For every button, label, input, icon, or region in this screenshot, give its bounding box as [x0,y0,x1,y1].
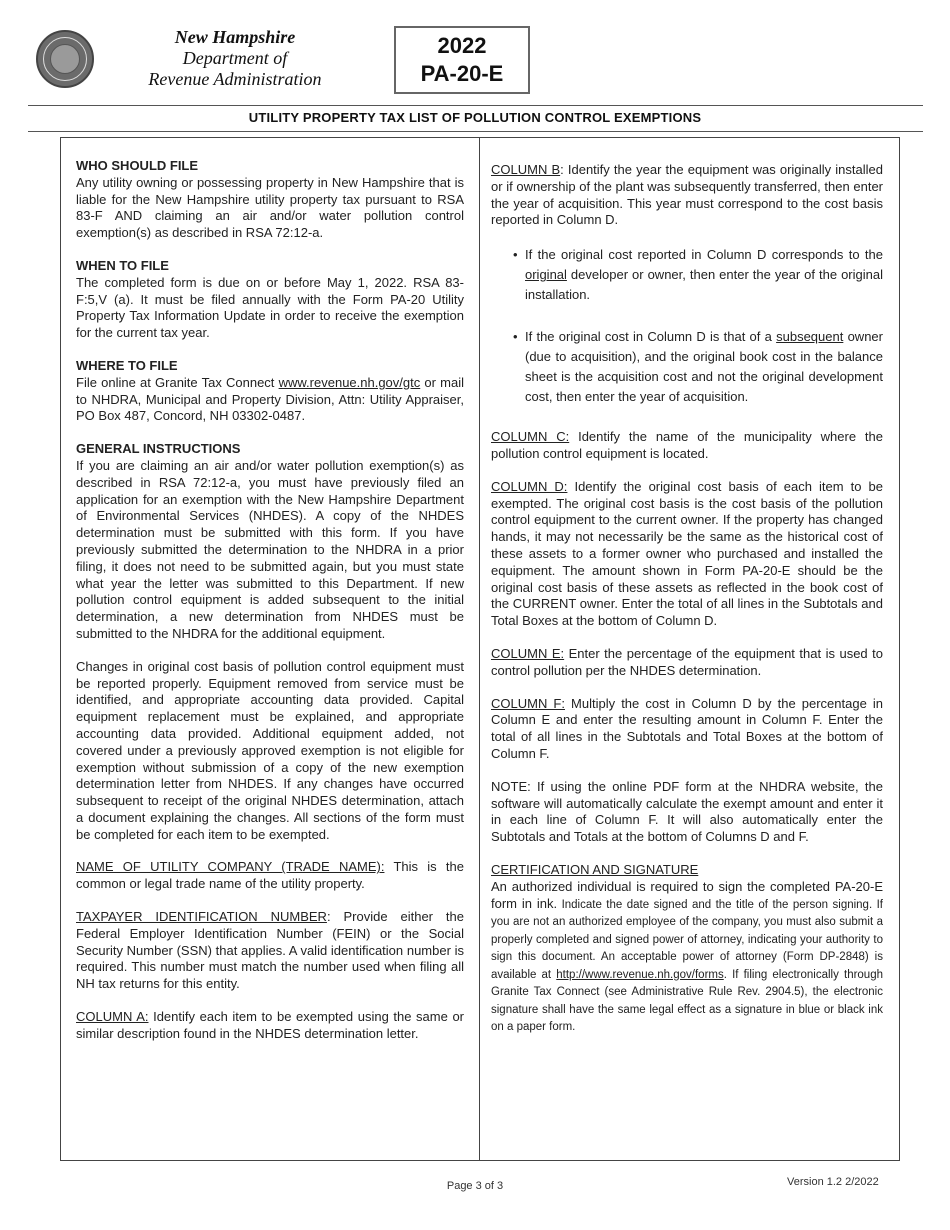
tin-label: TAXPAYER IDENTIFICATION NUMBER [76,909,327,925]
column-a-label: COLUMN A: [76,1009,149,1025]
state-name: New Hampshire [174,27,296,47]
where-text: File online at Granite Tax Connect www.revenue.nh.gov/gtc or mail to NHDRA, Municipal and Property Division, Attn: Utility Appraiser, PO Box 487, Concord, NH 03302-0487. [76,374,465,424]
utility-name-instructions: NAME OF UTILITY COMPANY (TRADE NAME): This is the common or legal trade name of the utility property. [76,859,464,892]
bullet-icon: • [513,247,518,263]
seal-center [50,44,80,74]
column-divider [479,137,480,1161]
left-column [76,158,464,1059]
page-title: UTILITY PROPERTY TAX LIST OF POLLUTION CONTROL EXEMPTIONS [248,110,702,125]
dept-line2: Revenue Administration [148,69,322,89]
note-text: NOTE: If using the online PDF form at the NHDRA website, the software will automatically calculate the exempt amount and enter it in each line of Column F. It will also automatically enter the Subtotals and Totals at the bottom of Columns D and F. [491,778,883,845]
column-d-label: COLUMN D: [491,478,568,494]
column-b-label: COLUMN B [491,162,561,177]
column-a-instructions: COLUMN A: Identify each item to be exempted using the same or similar description found in the NHDES determination letter. [76,1009,465,1041]
forms-link[interactable]: http://www.revenue.nh.gov/forms [556,968,724,981]
when-heading: WHEN TO FILE [76,257,169,273]
state-seal-logo [36,30,94,88]
right-column [491,162,883,1036]
tin-instructions: TAXPAYER IDENTIFICATION NUMBER: Provide either the Federal Employer Identification Number (FEIN) or the Social Security Number (SSN) that applies. A valid identification number is required. This number must match the number used when filing all NH tax returns for this entity. [76,909,464,992]
general-heading: GENERAL INSTRUCTIONS [76,441,241,457]
bullet-original: • If the original cost reported in Column D corresponds to the original developer or owner, then enter the year of the original installation. [513,247,883,303]
general-text-1: If you are claiming an air and/or water pollution exemption(s) as described in RSA 72:12-a, you must have previously filed an application for an exemption with the New Hampshire Department of Environmental Services (NHDES). A copy of the NHDES determination must be submitted with this form. If you have previously submitted the determination to the NHDRA in a prior filing, it does not need to be submitted again, but you must state what year the letter was submitted to this Department. If new pollution control equipment is added subsequent to the initial determination, a new determination from NHDES must be submitted to the NHDRA for the additional equipment. [76,457,464,641]
form-number: PA-20-E [420,61,504,86]
when-text: The completed form is due on or before May 1, 2022. RSA 83-F:5,V (a). It must be filed annually with the Form PA-20 Utility Property Tax Information Update in order to receive the exemption for the current tax year. [76,274,464,341]
department-name [120,27,350,90]
certification-heading: CERTIFICATION AND SIGNATURE [491,861,699,877]
where-heading: WHERE TO FILE [76,357,178,373]
column-c-instructions: COLUMN C: Identify the name of the municipality where the pollution control equipment is located. [491,429,883,461]
bullet-subsequent: • If the original cost in Column D is that of a subsequent owner (due to acquisition), and the original book cost in the balance sheet is the acquisition cost and not the original development cost, then enter the year of acquisition. [513,329,883,405]
page-number: Page 3 of 3 [446,1180,504,1192]
column-e-instructions: COLUMN E: Enter the percentage of the equipment that is used to control pollution per the NHDES determination. [491,645,883,678]
column-f-label: COLUMN F: [491,695,565,711]
column-f-instructions: COLUMN F: Multiply the cost in Column D by the percentage in Column E and enter the resulting amount in Column F. Enter the total of all lines in the Subtotals and Total Boxes at the bottom of Column F. [491,695,883,761]
version-label: Version 1.2 2/2022 [787,1176,879,1188]
who-text: Any utility owning or possessing property in New Hampshire that is liable for the New Hampshire utility property tax pursuant to RSA 83-F AND claiming an air and/or water pollution control exemption(s) as described in RSA 72:12-a. [76,174,464,241]
column-d-instructions: COLUMN D: Identify the original cost basis of each item to be exempted. The original cost basis is the cost basis of the pollution control equipment to the current owner. If the property has changed hands, it may not necessarily be the same as the historical cost of these assets to a former owner who purchased and installed the equipment. The amount shown in Form PA-20-E should be the original cost basis of these assets as reflected in the book cost of the CURRENT owner. Enter the total of all lines in the Subtotals and Total Boxes at the bottom of Column D. [491,478,883,629]
general-text-2: Changes in original cost basis of pollution control equipment must be reported properly. Equipment removed from service must be identified, and appropriate accounting data provided. Capital equipment replacement must be explained, and appropriate accounting data provided. Additional equipment added, not covered under a previously approved exemption is not eligible for exemption without submission of a copy of the new exemption determination letter from NHDES. If any changes have occurred subsequent to receipt of the original NHDES determination, attach a document explaining the changes. All sections of the form must be completed for each item to be exempted. [76,658,464,842]
who-heading: WHO SHOULD FILE [76,158,199,173]
gtc-link[interactable]: www.revenue.nh.gov/gtc [278,374,421,390]
certification-text: An authorized individual is required to sign the completed PA-20-E form in ink. Indicate the date signed and the title of the person signing. If you are not an authorized employee of the company, you must also submit a properly completed and signed power of attorney, indicating your authority to sign this document. An acceptable power of attorney (Form DP-2848) is available at http://www.revenue.nh.gov/forms. If filing electronically through Granite Tax Connect (see Administrative Rule Rev. 2904.5), the electronic signature shall have the same legal effect as a signature in blue or black ink on a paper form. [491,878,883,1034]
column-e-label: COLUMN E: [491,645,565,661]
utility-name-label: NAME OF UTILITY COMPANY (TRADE NAME): [76,859,385,875]
form-id-box [394,26,530,94]
bullet-icon: • [513,329,518,345]
top-rule [28,105,923,106]
form-year: 2022 [437,33,487,58]
column-c-label: COLUMN C: [491,429,570,445]
dept-line1: Department of [182,48,288,68]
column-b-instructions: COLUMN B: Identify the year the equipment was originally installed or if ownership of the plant was subsequently transferred, then enter the year of acquisition. This year must correspond to the cost basis reported in Column D. [491,162,883,228]
title-rule [28,131,923,132]
